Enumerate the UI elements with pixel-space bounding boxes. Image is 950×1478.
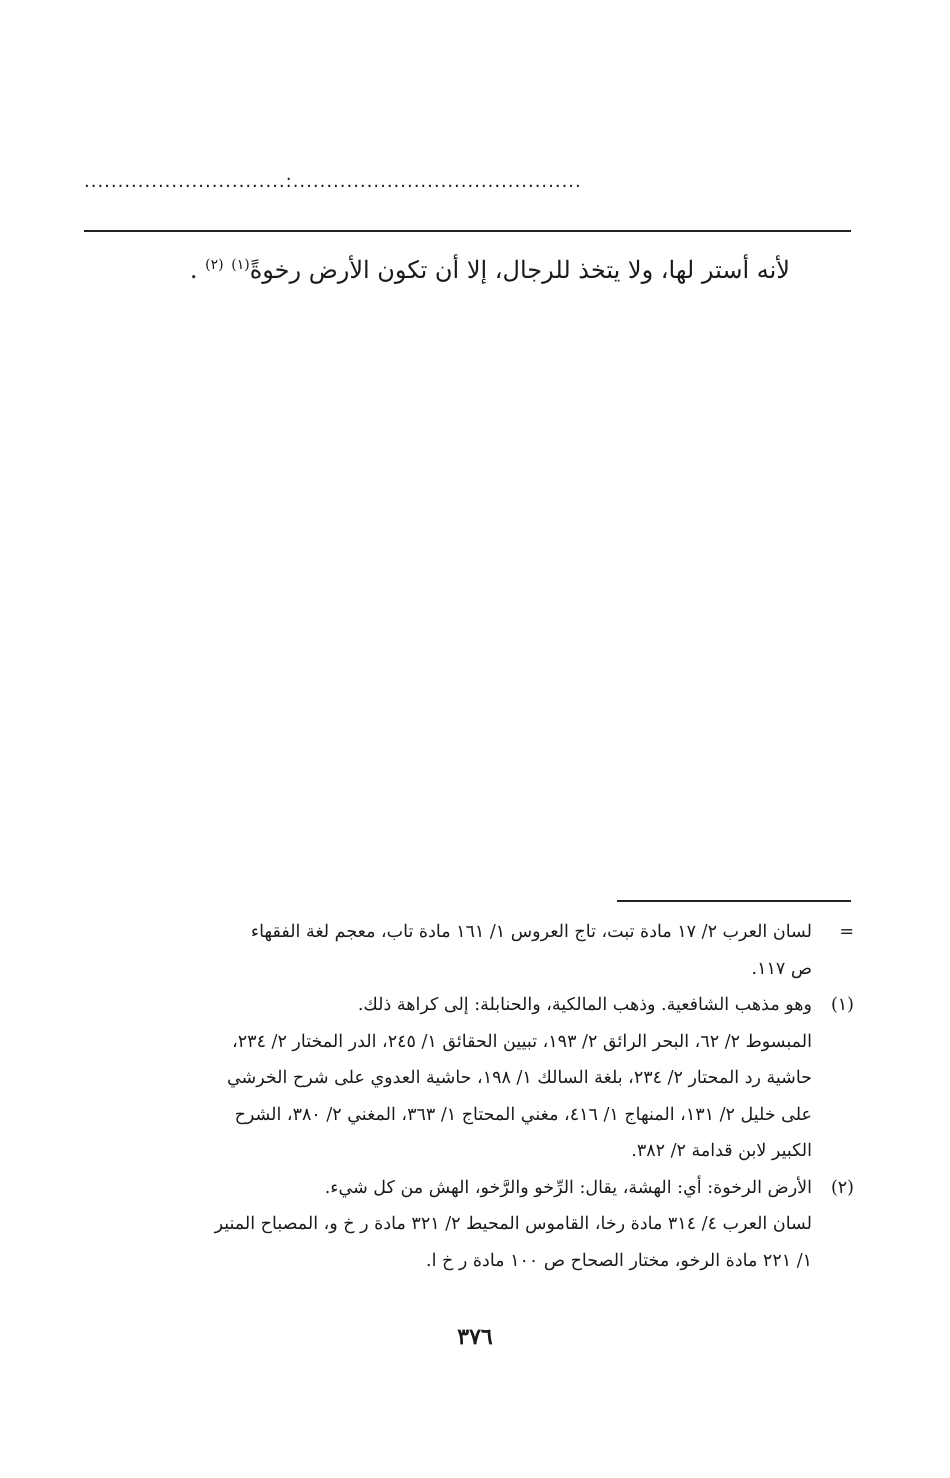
footnote-line: الكبير لابن قدامة ٢/ ٣٨٢. <box>631 1141 812 1161</box>
footnote-1 <box>84 987 854 1170</box>
footnote-line: على خليل ٢/ ١٣١، المنهاج ١/ ٤١٦، مغني المحتاج ١/ ٣٦٣، المغني ٢/ ٣٨٠، الشرح <box>234 1104 812 1125</box>
footnote-line: وهو مذهب الشافعية. وذهب المالكية، والحنابلة: إلى كراهة ذلك. <box>357 995 812 1015</box>
footnote-line: المبسوط ٢/ ٦٢، البحر الرائق ٢/ ١٩٣، تبيين الحقائق ١/ ٢٤٥، الدر المختار ٢/ ٢٣٤، <box>232 1031 812 1052</box>
main-text-end: . <box>189 256 198 284</box>
footnote-line: ص ١١٧. <box>751 958 812 979</box>
footnote-ref-2: (٢) <box>205 257 224 273</box>
section-rule <box>84 230 851 232</box>
footnote-2 <box>84 1170 854 1280</box>
footnote-mark: = <box>839 922 854 942</box>
footnote-ref-1: (١) <box>231 257 250 273</box>
main-text <box>100 250 790 290</box>
footnote-mark: (١) <box>830 995 854 1015</box>
footnotes <box>84 914 854 1279</box>
footnote-line: الأرض الرخوة: أي: الهشة، يقال: الرِّخو والرَّخو، الهش من كل شيء. <box>324 1177 812 1198</box>
page-number: ٣٧٦ <box>457 1324 493 1350</box>
dotted-divider: ..............................:........................................... <box>84 172 582 192</box>
footnote-line: ١/ ٢٢١ مادة الرخو، مختار الصحاح ص ١٠٠ مادة ر خ ا. <box>426 1250 812 1271</box>
footnote-continuation <box>84 914 854 987</box>
footnote-mark: (٢) <box>830 1177 854 1198</box>
footnote-line: حاشية رد المحتار ٢/ ٢٣٤، بلغة السالك ١/ ١٩٨، حاشية العدوي على شرح الخرشي <box>226 1068 812 1088</box>
footnote-line: لسان العرب ٢/ ١٧ مادة تبت، تاج العروس ١/ ١٦١ مادة تاب، معجم لغة الفقهاء <box>250 922 812 942</box>
main-text-body: لأنه أستر لها، ولا يتخذ للرجال، إلا أن تكون الأرض رخوةً <box>249 256 790 284</box>
footnote-separator <box>617 900 851 902</box>
footnote-line: لسان العرب ٤/ ٣١٤ مادة رخا، القاموس المحيط ٢/ ٣٢١ مادة ر خ و، المصباح المنير <box>214 1214 812 1234</box>
